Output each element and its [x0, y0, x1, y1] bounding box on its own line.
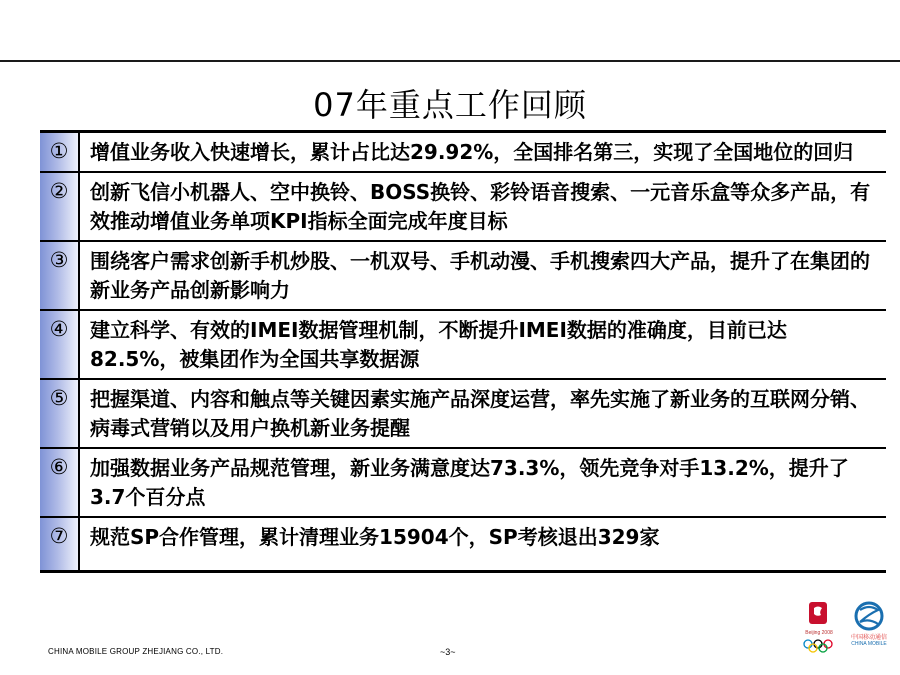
item-number: ① — [40, 132, 79, 173]
item-text: 建立科学、有效的IMEI数据管理机制，不断提升IMEI数据的准确度，目前已达82.5%，被集团作为全国共享数据源 — [90, 318, 787, 371]
beijing-logo-text: Beijing 2008 — [805, 630, 833, 636]
top-rule — [0, 60, 900, 62]
footer-company: CHINA MOBILE GROUP ZHEJIANG CO., LTD. — [48, 647, 224, 656]
china-mobile-en-text: CHINA MOBILE — [851, 641, 887, 647]
beijing-olympics-logo — [796, 600, 842, 656]
item-number: ⑦ — [40, 517, 79, 572]
table-row — [40, 448, 886, 517]
table-row — [40, 517, 886, 572]
china-mobile-cn-text: 中国移动通信 — [850, 634, 887, 641]
table-row — [40, 172, 886, 241]
table-row — [40, 132, 886, 173]
china-mobile-logo — [844, 600, 894, 660]
item-number: ⑥ — [40, 448, 79, 517]
item-number: ⑤ — [40, 379, 79, 448]
table-row — [40, 310, 886, 379]
item-number: ② — [40, 172, 79, 241]
table-row — [40, 241, 886, 310]
item-number: ③ — [40, 241, 79, 310]
item-text: 创新飞信小机器人、空中换铃、BOSS换铃、彩铃语音搜索、一元音乐盒等众多产品，有效推动增值业务单项KPI指标全面完成年度目标 — [90, 180, 871, 233]
page-number: ~3~ — [440, 647, 456, 657]
item-text: 加强数据业务产品规范管理，新业务满意度达73.3%，领先竞争对手13.2%，提升了3.7个百分点 — [90, 456, 849, 509]
item-text: 规范SP合作管理，累计清理业务15904个，SP考核退出329家 — [90, 525, 660, 549]
kpi-table — [40, 130, 886, 573]
item-text: 增值业务收入快速增长，累计占比达29.92%，全国排名第三，实现了全国地位的回归 — [90, 140, 854, 164]
item-text: 围绕客户需求创新手机炒股、一机双号、手机动漫、手机搜索四大产品，提升了在集团的新业务产品创新影响力 — [90, 249, 870, 302]
beijing-emblem-icon — [796, 600, 842, 656]
table-row — [40, 379, 886, 448]
item-text: 把握渠道、内容和触点等关键因素实施产品深度运营，率先实施了新业务的互联网分销、病毒式营销以及用户换机新业务提醒 — [90, 387, 870, 440]
china-mobile-emblem-icon — [844, 600, 894, 634]
item-number: ④ — [40, 310, 79, 379]
slide-title: 07年重点工作回顾 — [313, 86, 587, 124]
